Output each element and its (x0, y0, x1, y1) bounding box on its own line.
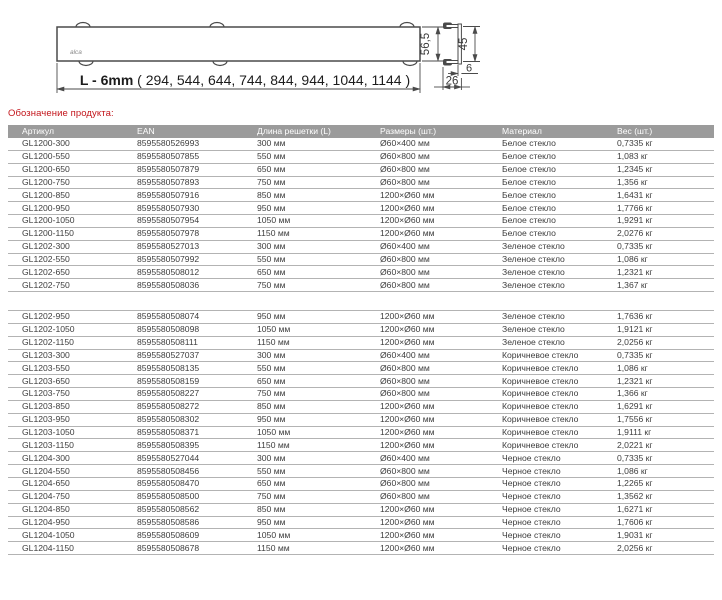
table-row (8, 542, 714, 555)
cell-weight: 0,7335 кг (610, 240, 714, 253)
cell-dimensions: Ø60×400 мм (373, 138, 495, 150)
cell-weight: 1,6431 кг (610, 189, 714, 202)
table-row (8, 336, 714, 349)
cell-article: GL1202-650 (8, 266, 130, 279)
cell-article: GL1200-950 (8, 202, 130, 215)
cell-weight: 1,2265 кг (610, 477, 714, 490)
cell-length: 550 мм (250, 150, 373, 163)
cell-material: Зеленое стекло (495, 240, 610, 253)
cell-article: GL1200-1150 (8, 227, 130, 240)
cell-length: 650 мм (250, 477, 373, 490)
cell-material: Коричневое стекло (495, 426, 610, 439)
cell-ean: 8595580508135 (130, 362, 250, 375)
cell-dimensions: 1200×Ø60 мм (373, 413, 495, 426)
cell-weight: 1,9111 кг (610, 426, 714, 439)
cell-weight: 1,356 кг (610, 176, 714, 189)
cell-ean: 8595580508371 (130, 426, 250, 439)
cell-weight: 2,0221 кг (610, 439, 714, 452)
brand-logo: alca (70, 49, 82, 56)
spec-table-top (8, 125, 714, 292)
cell-ean: 8595580527013 (130, 240, 250, 253)
cell-dimensions: Ø60×800 мм (373, 163, 495, 176)
cell-dimensions: 1200×Ø60 мм (373, 542, 495, 555)
cell-length: 850 мм (250, 189, 373, 202)
cell-article: GL1200-650 (8, 163, 130, 176)
table-body-bottom (8, 311, 714, 555)
cell-article: GL1202-1150 (8, 336, 130, 349)
cell-article: GL1204-550 (8, 465, 130, 478)
spec-table-bottom (8, 310, 714, 555)
cell-length: 950 мм (250, 202, 373, 215)
cell-ean: 8595580508302 (130, 413, 250, 426)
table-row (8, 375, 714, 388)
cell-material: Белое стекло (495, 163, 610, 176)
cell-length: 950 мм (250, 413, 373, 426)
cell-weight: 1,7606 кг (610, 516, 714, 529)
cell-length: 750 мм (250, 176, 373, 189)
table-row (8, 503, 714, 516)
cell-ean: 8595580508470 (130, 477, 250, 490)
cell-weight: 1,7636 кг (610, 311, 714, 324)
column-header-material: Материал (495, 125, 610, 138)
table-row (8, 439, 714, 452)
cell-length: 650 мм (250, 375, 373, 388)
length-dim-label: L - 6mm ( 294, 544, 644, 744, 844, 944, 1044, 1144 ) (79, 72, 411, 88)
cell-article: GL1203-850 (8, 400, 130, 413)
cell-material: Коричневое стекло (495, 400, 610, 413)
table-row (8, 477, 714, 490)
cell-weight: 1,7766 кг (610, 202, 714, 215)
cell-material: Черное стекло (495, 516, 610, 529)
table-row (8, 138, 714, 150)
cell-article: GL1200-850 (8, 189, 130, 202)
cell-dimensions: Ø60×800 мм (373, 150, 495, 163)
column-header-length: Длина решетки (L) (250, 125, 373, 138)
cell-dimensions: 1200×Ø60 мм (373, 503, 495, 516)
cell-ean: 8595580507978 (130, 227, 250, 240)
cell-ean: 8595580527044 (130, 452, 250, 465)
cell-article: GL1203-300 (8, 349, 130, 362)
cell-dimensions: Ø60×800 мм (373, 465, 495, 478)
cell-weight: 1,086 кг (610, 253, 714, 266)
cell-weight: 1,7556 кг (610, 413, 714, 426)
column-header-article: Артикул (8, 125, 130, 138)
cell-weight: 1,2345 кг (610, 163, 714, 176)
cell-ean: 8595580507992 (130, 253, 250, 266)
cell-length: 300 мм (250, 240, 373, 253)
table-row (8, 176, 714, 189)
cell-length: 950 мм (250, 311, 373, 324)
cell-material: Зеленое стекло (495, 266, 610, 279)
table-row (8, 215, 714, 228)
cell-length: 1150 мм (250, 542, 373, 555)
table-row (8, 202, 714, 215)
table-row (8, 388, 714, 401)
cell-material: Белое стекло (495, 202, 610, 215)
cell-weight: 2,0256 кг (610, 542, 714, 555)
cell-length: 1050 мм (250, 529, 373, 542)
cell-article: GL1202-550 (8, 253, 130, 266)
cell-ean: 8595580508159 (130, 375, 250, 388)
grate-body (57, 27, 420, 61)
cell-ean: 8595580508074 (130, 311, 250, 324)
cell-article: GL1200-550 (8, 150, 130, 163)
table-row (8, 253, 714, 266)
glass-thickness-dimension (448, 62, 478, 76)
cell-weight: 1,3562 кг (610, 490, 714, 503)
cell-material: Белое стекло (495, 189, 610, 202)
column-header-ean: EAN (130, 125, 250, 138)
cell-article: GL1202-750 (8, 279, 130, 292)
cell-weight: 1,086 кг (610, 362, 714, 375)
cell-length: 750 мм (250, 490, 373, 503)
cell-article: GL1204-750 (8, 490, 130, 503)
cell-material: Белое стекло (495, 138, 610, 150)
cell-article: GL1202-950 (8, 311, 130, 324)
table-row (8, 266, 714, 279)
cell-article: GL1200-750 (8, 176, 130, 189)
cell-length: 550 мм (250, 253, 373, 266)
cell-article: GL1203-1150 (8, 439, 130, 452)
cell-weight: 0,7335 кг (610, 349, 714, 362)
cell-weight: 0,7335 кг (610, 138, 714, 150)
cell-dimensions: 1200×Ø60 мм (373, 439, 495, 452)
cell-ean: 8595580507930 (130, 202, 250, 215)
table-row (8, 311, 714, 324)
cell-ean: 8595580527037 (130, 349, 250, 362)
cell-ean: 8595580508227 (130, 388, 250, 401)
table-row (8, 227, 714, 240)
cell-length: 300 мм (250, 349, 373, 362)
cell-ean: 8595580508098 (130, 323, 250, 336)
cell-material: Черное стекло (495, 490, 610, 503)
cell-material: Черное стекло (495, 542, 610, 555)
cell-dimensions: Ø60×800 мм (373, 253, 495, 266)
cell-article: GL1200-300 (8, 138, 130, 150)
cell-material: Белое стекло (495, 215, 610, 228)
cell-material: Зеленое стекло (495, 253, 610, 266)
section-top-arm (446, 25, 458, 28)
cell-article: GL1204-1050 (8, 529, 130, 542)
table-row (8, 490, 714, 503)
table-row (8, 349, 714, 362)
cell-dimensions: 1200×Ø60 мм (373, 336, 495, 349)
cell-weight: 1,2321 кг (610, 266, 714, 279)
cell-article: GL1202-1050 (8, 323, 130, 336)
cell-article: GL1203-950 (8, 413, 130, 426)
section-depth-dim-label: 26 (445, 75, 459, 88)
table-header-row (8, 125, 714, 138)
cell-ean: 8595580508678 (130, 542, 250, 555)
cell-material: Коричневое стекло (495, 413, 610, 426)
cell-ean: 8595580507954 (130, 215, 250, 228)
cell-material: Зеленое стекло (495, 323, 610, 336)
cell-dimensions: Ø60×400 мм (373, 452, 495, 465)
cell-dimensions: Ø60×800 мм (373, 490, 495, 503)
cell-weight: 1,083 кг (610, 150, 714, 163)
cell-length: 1150 мм (250, 336, 373, 349)
cell-length: 850 мм (250, 400, 373, 413)
table-row (8, 426, 714, 439)
cell-ean: 8595580508272 (130, 400, 250, 413)
cell-dimensions: 1200×Ø60 мм (373, 227, 495, 240)
cell-material: Черное стекло (495, 452, 610, 465)
cell-article: GL1203-750 (8, 388, 130, 401)
section-height-dim-label: 45 (458, 37, 470, 51)
cell-dimensions: Ø60×400 мм (373, 240, 495, 253)
cell-material: Зеленое стекло (495, 336, 610, 349)
cell-weight: 1,6291 кг (610, 400, 714, 413)
table-row (8, 150, 714, 163)
cell-ean: 8595580508456 (130, 465, 250, 478)
cell-dimensions: 1200×Ø60 мм (373, 400, 495, 413)
cell-ean: 8595580507893 (130, 176, 250, 189)
cell-length: 300 мм (250, 452, 373, 465)
cell-material: Белое стекло (495, 176, 610, 189)
cell-article: GL1202-300 (8, 240, 130, 253)
cell-length: 650 мм (250, 163, 373, 176)
table-row (8, 279, 714, 292)
cell-length: 1050 мм (250, 215, 373, 228)
cell-length: 750 мм (250, 388, 373, 401)
cell-ean: 8595580508586 (130, 516, 250, 529)
cell-material: Черное стекло (495, 529, 610, 542)
cell-material: Белое стекло (495, 150, 610, 163)
cell-article: GL1200-1050 (8, 215, 130, 228)
table-row (8, 516, 714, 529)
table-row (8, 413, 714, 426)
cell-ean: 8595580508036 (130, 279, 250, 292)
table-row (8, 452, 714, 465)
column-header-weight: Вес (шт.) (610, 125, 714, 138)
table-row (8, 400, 714, 413)
cell-dimensions: 1200×Ø60 мм (373, 189, 495, 202)
cell-material: Черное стекло (495, 477, 610, 490)
glass-thickness-dim-label: 6 (466, 62, 473, 75)
table-row (8, 189, 714, 202)
cell-article: GL1203-1050 (8, 426, 130, 439)
cell-dimensions: Ø60×800 мм (373, 266, 495, 279)
cell-weight: 1,6271 кг (610, 503, 714, 516)
cell-weight: 0,7335 кг (610, 452, 714, 465)
cell-ean: 8595580508395 (130, 439, 250, 452)
cell-length: 950 мм (250, 516, 373, 529)
cell-dimensions: 1200×Ø60 мм (373, 202, 495, 215)
cell-ean: 8595580508562 (130, 503, 250, 516)
cell-weight: 1,366 кг (610, 388, 714, 401)
cell-material: Коричневое стекло (495, 362, 610, 375)
grate-technical-drawing (0, 0, 722, 105)
cell-dimensions: Ø60×800 мм (373, 362, 495, 375)
cell-ean: 8595580507916 (130, 189, 250, 202)
cell-dimensions: 1200×Ø60 мм (373, 529, 495, 542)
table-row (8, 240, 714, 253)
table-row (8, 163, 714, 176)
cell-dimensions: 1200×Ø60 мм (373, 426, 495, 439)
cell-ean: 8595580507855 (130, 150, 250, 163)
cell-material: Коричневое стекло (495, 439, 610, 452)
cell-weight: 1,9121 кг (610, 323, 714, 336)
cell-length: 1050 мм (250, 323, 373, 336)
table-row (8, 362, 714, 375)
cell-dimensions: Ø60×800 мм (373, 279, 495, 292)
cell-material: Белое стекло (495, 227, 610, 240)
plan-height-dim-label: 56,5 (420, 32, 432, 56)
cell-length: 300 мм (250, 138, 373, 150)
table-row (8, 323, 714, 336)
cell-material: Коричневое стекло (495, 349, 610, 362)
plan-view (57, 23, 420, 66)
cell-material: Черное стекло (495, 503, 610, 516)
table-body-top (8, 138, 714, 292)
cell-weight: 2,0276 кг (610, 227, 714, 240)
cell-material: Зеленое стекло (495, 311, 610, 324)
cell-dimensions: 1200×Ø60 мм (373, 215, 495, 228)
cell-article: GL1204-950 (8, 516, 130, 529)
cell-dimensions: Ø60×400 мм (373, 349, 495, 362)
cell-article: GL1204-300 (8, 452, 130, 465)
cell-weight: 2,0256 кг (610, 336, 714, 349)
cell-length: 850 мм (250, 503, 373, 516)
cell-ean: 8595580508500 (130, 490, 250, 503)
cell-length: 750 мм (250, 279, 373, 292)
cell-article: GL1203-550 (8, 362, 130, 375)
cell-weight: 1,2321 кг (610, 375, 714, 388)
cell-ean: 8595580508012 (130, 266, 250, 279)
section-bottom-arm (446, 61, 458, 64)
cell-length: 1150 мм (250, 227, 373, 240)
cell-ean: 8595580508609 (130, 529, 250, 542)
cell-dimensions: Ø60×800 мм (373, 388, 495, 401)
cell-length: 650 мм (250, 266, 373, 279)
cell-article: GL1204-1150 (8, 542, 130, 555)
cell-dimensions: Ø60×800 мм (373, 176, 495, 189)
cell-article: GL1204-850 (8, 503, 130, 516)
cell-length: 550 мм (250, 362, 373, 375)
cell-dimensions: 1200×Ø60 мм (373, 311, 495, 324)
cell-material: Коричневое стекло (495, 375, 610, 388)
column-header-dimensions: Размеры (шт.) (373, 125, 495, 138)
cell-length: 1050 мм (250, 426, 373, 439)
cell-material: Коричневое стекло (495, 388, 610, 401)
cell-ean: 8595580508111 (130, 336, 250, 349)
table-row (8, 465, 714, 478)
cell-article: GL1204-650 (8, 477, 130, 490)
cell-article: GL1203-650 (8, 375, 130, 388)
cell-dimensions: Ø60×800 мм (373, 375, 495, 388)
cell-material: Черное стекло (495, 465, 610, 478)
cell-weight: 1,9031 кг (610, 529, 714, 542)
product-designation-heading: Обозначение продукта: (8, 108, 114, 119)
cell-ean: 8595580507879 (130, 163, 250, 176)
cell-weight: 1,367 кг (610, 279, 714, 292)
cell-length: 550 мм (250, 465, 373, 478)
table-row (8, 529, 714, 542)
cell-weight: 1,086 кг (610, 465, 714, 478)
cell-dimensions: 1200×Ø60 мм (373, 323, 495, 336)
cell-dimensions: Ø60×800 мм (373, 477, 495, 490)
cell-material: Зеленое стекло (495, 279, 610, 292)
cell-length: 1150 мм (250, 439, 373, 452)
cell-ean: 8595580526993 (130, 138, 250, 150)
cell-dimensions: 1200×Ø60 мм (373, 516, 495, 529)
cell-weight: 1,9291 кг (610, 215, 714, 228)
